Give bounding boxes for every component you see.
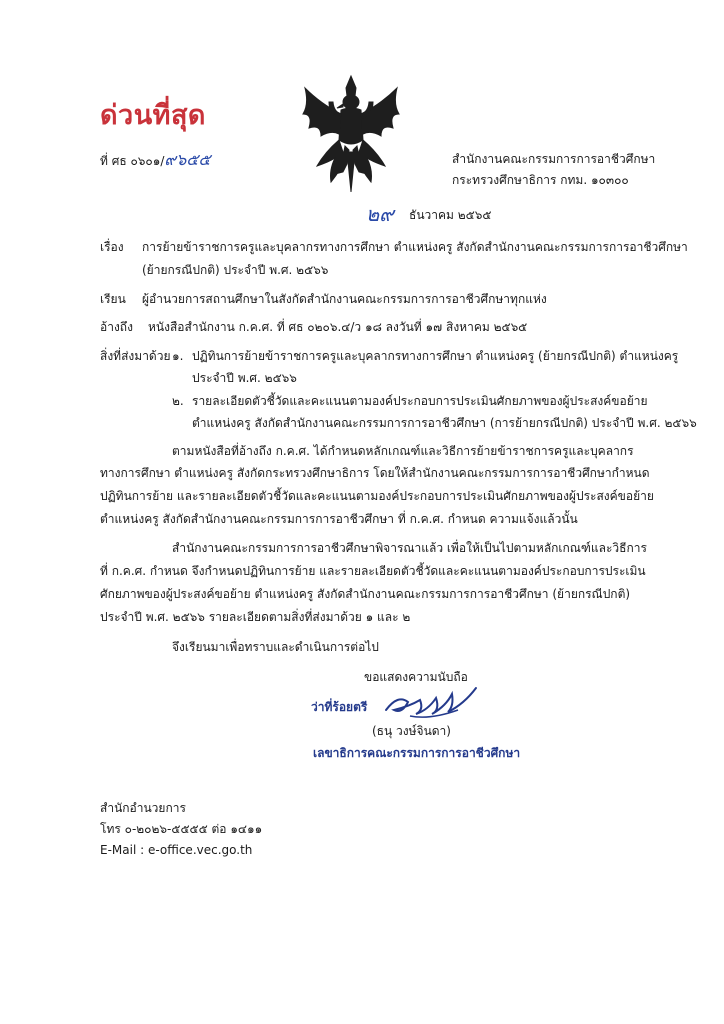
body-para-2-line-3: ศักยภาพของผู้ประสงค์ขอย้าย ตำแหน่งครู สังกัดสำนักงานคณะกรรมการการอาชีวศึกษา (ย้ายกรณีปกติ) (100, 587, 631, 601)
date-month-year: ธันวาคม ๒๕๖๕ (409, 208, 492, 222)
body-para-2-line-4: ประจำปี พ.ศ. ๒๕๖๖ รายละเอียดตามสิ่งที่ส่งมาด้วย ๑ และ ๒ (100, 610, 411, 624)
body-para-1-line-1: ตามหนังสือที่อ้างถึง ก.ค.ศ. ได้กำหนดหลักเกณฑ์และวิธีการย้ายข้าราชการครูและบุคลากร (172, 444, 634, 458)
enclosure-1-num: ๑. (172, 349, 184, 363)
body-para-1-line-4: ตำแหน่งครู สังกัดสำนักงานคณะกรรมการการอาชีวศึกษา ที่ ก.ค.ศ. กำหนด ความแจ้งแล้วนั้น (100, 512, 578, 526)
agency-name: สำนักงานคณะกรรมการการอาชีวศึกษา (452, 152, 656, 166)
footer-phone: โทร ๐-๒๐๒๖-๕๕๕๕ ต่อ ๑๔๑๑ (100, 822, 263, 836)
doc-number-handwritten: ๙๖๕๕ (164, 150, 211, 169)
garuda-emblem-icon (299, 74, 403, 194)
signer-rank: ว่าที่ร้อยตรี (311, 700, 368, 714)
recipient-label: เรียน (100, 292, 126, 306)
urgency-stamp: ด่วนที่สุด (100, 100, 206, 131)
reference-text: หนังสือสำนักงาน ก.ค.ศ. ที่ ศธ ๐๒๐๖.๔/ว ๑๘ ลงวันที่ ๑๗ สิงหาคม ๒๕๖๕ (148, 320, 528, 334)
doc-number-prefix: ที่ ศธ ๐๖๐๑/ (100, 154, 165, 168)
footer-email: E-Mail : e-office.vec.go.th (100, 843, 253, 857)
body-para-1-line-2: ทางการศึกษา ตำแหน่งครู สังกัดกระทรวงศึกษาธิการ โดยให้สำนักงานคณะกรรมการการอาชีวศึกษากำหนด (100, 466, 650, 480)
enclosure-2-num: ๒. (172, 394, 184, 408)
body-para-2-line-2: ที่ ก.ค.ศ. กำหนด จึงกำหนดปฏิทินการย้าย และรายละเอียดตัวชี้วัดและคะแนนตามองค์ประกอบการประเมิน (100, 564, 646, 578)
subject-line-1: การย้ายข้าราชการครูและบุคลากรทางการศึกษา ตำแหน่งครู สังกัดสำนักงานคณะกรรมการการอาชีวศึกษา (142, 240, 688, 254)
closing-salutation: ขอแสดงความนับถือ (364, 670, 468, 684)
enclosure-2-line-1: รายละเอียดตัวชี้วัดและคะแนนตามองค์ประกอบการประเมินศักยภาพของผู้ประสงค์ขอย้าย (192, 394, 648, 408)
subject-label: เรื่อง (100, 240, 124, 254)
doc-number (100, 150, 211, 171)
body-para-1-line-3: ปฏิทินการย้าย และรายละเอียดตัวชี้วัดและคะแนนตามองค์ประกอบการประเมินศักยภาพของผู้ประสงค์ขอย้าย (100, 489, 654, 503)
enclosure-1-line-2: ประจำปี พ.ศ. ๒๕๖๖ (192, 371, 297, 385)
signer-position: เลขาธิการคณะกรรมการการอาชีวศึกษา (313, 746, 521, 760)
recipient-text: ผู้อำนวยการสถานศึกษาในสังกัดสำนักงานคณะกรรมการการอาชีวศึกษาทุกแห่ง (142, 292, 547, 306)
signature-icon (380, 680, 484, 724)
subject-line-2: (ย้ายกรณีปกติ) ประจำปี พ.ศ. ๒๕๖๖ (142, 263, 329, 277)
body-para-2-line-1: สำนักงานคณะกรรมการการอาชีวศึกษาพิจารณาแล้ว เพื่อให้เป็นไปตามหลักเกณฑ์และวิธีการ (172, 541, 647, 555)
enclosure-2-line-2: ตำแหน่งครู สังกัดสำนักงานคณะกรรมการการอาชีวศึกษา (การย้ายกรณีปกติ) ประจำปี พ.ศ. ๒๕๖๖ (192, 416, 697, 430)
reference-label: อ้างถึง (100, 320, 133, 334)
enclosures-label: สิ่งที่ส่งมาด้วย (100, 349, 171, 363)
date-day-handwritten: ๒๙ (366, 202, 394, 226)
enclosure-1-line-1: ปฏิทินการย้ายข้าราชการครูและบุคลากรทางการศึกษา ตำแหน่งครู (ย้ายกรณีปกติ) ตำแหน่งครู (192, 349, 679, 363)
footer-office: สำนักอำนวยการ (100, 801, 186, 815)
agency-address: กระทรวงศึกษาธิการ กทม. ๑๐๓๐๐ (452, 173, 629, 187)
body-para-3: จึงเรียนมาเพื่อทราบและดำเนินการต่อไป (172, 640, 379, 654)
signer-name: (ธนุ วงษ์จินดา) (372, 724, 451, 738)
